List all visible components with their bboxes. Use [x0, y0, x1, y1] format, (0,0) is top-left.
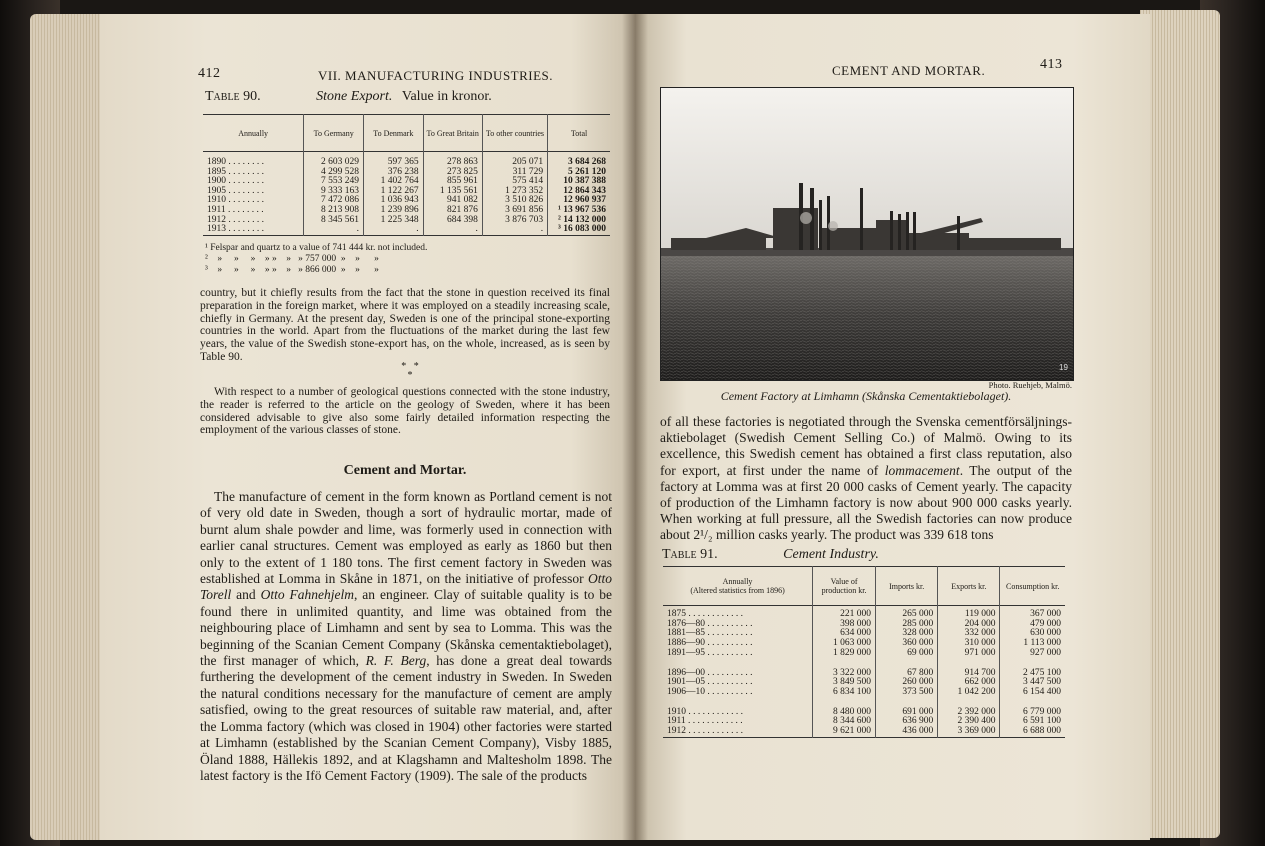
- table-cell: 1 829 000: [813, 649, 876, 659]
- table-cell: 273 825: [423, 168, 482, 178]
- table-cell: ² 14 132 000: [548, 216, 610, 226]
- table-cell: 12 864 343: [548, 187, 610, 197]
- footnote: ¹ Felspar and quartz to a value of 741 444 kr. not included.: [205, 243, 428, 253]
- table-91-col-header: Value of production kr.: [813, 567, 876, 606]
- footnote: ² » » » » » » » 757 000 » » »: [205, 254, 379, 264]
- table-cell: 691 000: [876, 708, 938, 718]
- product-term: lommacement: [884, 462, 960, 478]
- table-cell: 311 729: [482, 168, 547, 178]
- table-cell: 9 621 000: [813, 727, 876, 737]
- table-cell: 3 691 856: [482, 206, 547, 216]
- row-label: 1911 . . . . . . . . . . . .: [667, 716, 743, 727]
- table-90-col-header: Total: [548, 115, 610, 152]
- table-cell: 1 042 200: [938, 688, 1000, 698]
- table-90-label: Table 90.: [205, 89, 261, 104]
- row-label: 1913 . . . . . . . .: [207, 224, 264, 235]
- table-cell: 636 900: [876, 717, 938, 727]
- table-91-title: Cement Industry.: [783, 547, 879, 562]
- table-cell: 265 000: [876, 606, 938, 620]
- table-cell: 328 000: [876, 629, 938, 639]
- table-cell: 2 390 400: [938, 717, 1000, 727]
- table-cell: 2 603 029: [304, 152, 364, 168]
- caption-text: Cement Factory at Limhamn: [720, 389, 860, 403]
- table-cell: 3 849 500: [813, 678, 876, 688]
- table-cell: 597 365: [363, 152, 423, 168]
- table-cell: 927 000: [1000, 649, 1065, 659]
- table-cell: 367 000: [1000, 606, 1065, 620]
- page-edges-left: [30, 14, 110, 840]
- table-row: [663, 688, 1065, 698]
- text-run: and: [231, 587, 261, 603]
- footnote: ³ » » » » » » » 866 000 » » »: [205, 265, 379, 275]
- table-cell: 6 834 100: [813, 688, 876, 698]
- section-asterisks: * * *: [401, 361, 419, 381]
- table-cell: 260 000: [876, 678, 938, 688]
- table-cell: 1 239 896: [363, 206, 423, 216]
- table-90-title: Stone Export.: [316, 89, 393, 104]
- table-cell: .: [423, 225, 482, 235]
- table-cell: 6 154 400: [1000, 688, 1065, 698]
- table-cell: 8 345 561: [304, 216, 364, 226]
- table-90-col-header: Annually: [238, 128, 269, 138]
- table-cell: 373 500: [876, 688, 938, 698]
- row-label: 1905 . . . . . . . .: [207, 185, 264, 196]
- table-cell: 914 700: [938, 669, 1000, 679]
- table-cell: 5 261 120: [548, 168, 610, 178]
- table-cell: 941 082: [423, 196, 482, 206]
- table-cell: 7 553 249: [304, 177, 364, 187]
- row-label: 1901—05 . . . . . . . . . .: [667, 677, 753, 688]
- row-label: 1912 . . . . . . . . . . . .: [667, 726, 743, 737]
- table-row: [203, 152, 610, 168]
- table-91: [663, 566, 1065, 738]
- table-cell: 7 472 086: [304, 196, 364, 206]
- table-cell: 67 800: [876, 669, 938, 679]
- table-90: [203, 114, 610, 236]
- table-cell: 1 063 000: [813, 639, 876, 649]
- table-cell: 1 036 943: [363, 196, 423, 206]
- text-run: . The output of the factory at Lomma was at first 20 000 casks of Cement yearly. The capacity of production of the Limhamn factory is now about 900 000 casks yearly. When working at full pressure, all the Swedish factories can now produce about 2¹/₂ million casks yearly. The product was 339 618 tons: [660, 462, 1072, 543]
- text-run: of all these factories is negotiated through the Svenska cementförsäljnings-aktiebolaget (Swedish Cement Selling Co.) of Malmö. Owing to its excellence, this Swedish cement has obtained a first class reputation, also for export, at first under the name of: [660, 414, 1072, 478]
- table-90-col-header: To Germany: [304, 115, 364, 152]
- table-cell: 634 000: [813, 629, 876, 639]
- table-cell: 204 000: [938, 620, 1000, 630]
- table-cell: .: [304, 225, 364, 235]
- table-90-subtitle: Value in kronor.: [401, 89, 492, 104]
- table-cell: 8 480 000: [813, 708, 876, 718]
- table-cell: 4 299 528: [304, 168, 364, 178]
- table-cell: .: [363, 225, 423, 235]
- table-cell: 855 961: [423, 177, 482, 187]
- table-cell: 6 688 000: [1000, 727, 1065, 737]
- row-label: 1910 . . . . . . . . . . . .: [667, 706, 743, 717]
- person-name: Otto Torell: [200, 571, 612, 603]
- table-cell: 3 447 500: [1000, 678, 1065, 688]
- person-name: R. F. Berg: [365, 653, 427, 669]
- text-run: , an engineer. Clay of suitable quality is to be found there in unlimited quantity, and lime was obtained from the neighbouring place of Limhamn and sent by sea to Lomma. This was the beginning of the Scanian Cement Company (Skånska cementaktiebolaget), the first manager of which,: [200, 587, 612, 669]
- table-cell: 1 225 348: [363, 216, 423, 226]
- table-cell: ¹ 13 967 536: [548, 206, 610, 216]
- table-cell: 119 000: [938, 606, 1000, 620]
- row-label: 1910 . . . . . . . .: [207, 195, 264, 206]
- table-90-col-header: To Denmark: [363, 115, 423, 152]
- running-head-right: CEMENT AND MORTAR.: [832, 63, 986, 78]
- table-cell: 12 960 937: [548, 196, 610, 206]
- photo-credit: Photo. Ruehjeb, Malmö.: [988, 380, 1072, 390]
- table-row: [663, 606, 1065, 620]
- table-cell: 3 684 268: [548, 152, 610, 168]
- table-cell: 2 475 100: [1000, 669, 1065, 679]
- paragraph-cement-history: [200, 489, 612, 784]
- table-cell: 2 392 000: [938, 708, 1000, 718]
- row-label: 1876—80 . . . . . . . . . .: [667, 618, 753, 629]
- person-name: Otto Fahnehjelm: [260, 587, 355, 603]
- row-label: 1900 . . . . . . . .: [207, 176, 264, 187]
- row-label: 1890 . . . . . . . .: [207, 157, 264, 167]
- table-cell: 3 369 000: [938, 727, 1000, 737]
- table-cell: 1 122 267: [363, 187, 423, 197]
- factory-photo-image: [661, 88, 1073, 380]
- table-cell: 436 000: [876, 727, 938, 737]
- table-cell: 285 000: [876, 620, 938, 630]
- table-91-body: [663, 606, 1065, 738]
- section-heading: Cement and Mortar.: [343, 463, 467, 478]
- table-cell: 221 000: [813, 606, 876, 620]
- photo-corner-mark: 19: [1059, 363, 1068, 372]
- row-label: 1891—95 . . . . . . . . . .: [667, 647, 753, 658]
- row-label: 1895 . . . . . . . .: [207, 166, 264, 177]
- row-label: 1912 . . . . . . . .: [207, 214, 264, 225]
- page-edges-right: [1140, 10, 1220, 838]
- row-label: 1886—90 . . . . . . . . . .: [667, 638, 753, 649]
- table-cell: 6 779 000: [1000, 708, 1065, 718]
- table-cell: 69 000: [876, 649, 938, 659]
- table-cell: 3 322 000: [813, 669, 876, 679]
- table-row: [663, 727, 1065, 737]
- table-91-col-header: Annually (Altered statistics from 1896): [690, 577, 785, 595]
- table-cell: 662 000: [938, 678, 1000, 688]
- table-90-footnotes: [205, 243, 605, 276]
- row-label: 1881—85 . . . . . . . . . .: [667, 628, 753, 639]
- table-90-col-header: To Great Britain: [423, 115, 482, 152]
- table-90-col-header: To other countries: [482, 115, 547, 152]
- table-cell: 310 000: [938, 639, 1000, 649]
- page-number-right: 413: [1040, 57, 1063, 72]
- factory-photograph: [660, 87, 1074, 381]
- paragraph-cement-sales: [660, 414, 1072, 544]
- row-label: 1875 . . . . . . . . . . . .: [667, 609, 743, 619]
- row-label: 1911 . . . . . . . .: [207, 204, 264, 215]
- table-91-caption: [662, 547, 879, 563]
- table-row: [663, 649, 1065, 659]
- table-cell: 278 863: [423, 152, 482, 168]
- table-cell: 10 387 388: [548, 177, 610, 187]
- table-cell: .: [482, 225, 547, 235]
- table-90-caption: [205, 89, 492, 105]
- table-cell: 332 000: [938, 629, 1000, 639]
- table-91-col-header: Consumption kr.: [1000, 567, 1065, 606]
- table-cell: 821 876: [423, 206, 482, 216]
- table-91-col-header: Exports kr.: [938, 567, 1000, 606]
- table-cell: 479 000: [1000, 620, 1065, 630]
- table-cell: 205 071: [482, 152, 547, 168]
- table-cell: 8 344 600: [813, 717, 876, 727]
- text-run: The manufacture of cement in the form known as Portland cement is not of very old date in Sweden, though a sort of hydraulic mortar, made of burnt alum shale powder and lime, was formerly used in connection with earlier canal structures. Cement was employed as early as 1860 but then only to the extent of 1 180 tons. The first cement factory in Sweden was established at Lomma in Skåne in 1871, on the initiative of professor: [200, 489, 612, 587]
- table-row: [203, 225, 610, 235]
- table-90-body: [203, 152, 610, 236]
- table-cell: 3 510 826: [482, 196, 547, 206]
- paragraph-stone-export: country, but it chiefly results from the fact that the stone in question received its final preparation in the foreign market, where it was employed on a steadily increasing scale, chiefly in Germany. At the present day, Sweden is one of the principal stone-exporting countries in the world. Apart from the fluctuations of the market during the last few years, the value of the Swedish stone-export has, on the whole, increased, as is seen by Table 90.: [200, 287, 610, 363]
- running-head-left: VII. MANUFACTURING INDUSTRIES.: [318, 68, 554, 83]
- table-cell: 376 238: [363, 168, 423, 178]
- table-cell: 6 591 100: [1000, 717, 1065, 727]
- table-cell: 360 000: [876, 639, 938, 649]
- table-cell: 3 876 703: [482, 216, 547, 226]
- table-cell: 398 000: [813, 620, 876, 630]
- table-cell: 9 333 163: [304, 187, 364, 197]
- table-cell: 1 402 764: [363, 177, 423, 187]
- page-number-left: 412: [198, 66, 221, 81]
- caption-text: (Skånska Cementaktiebolaget).: [862, 389, 1012, 403]
- photo-caption: [660, 389, 1072, 404]
- table-cell: 971 000: [938, 649, 1000, 659]
- table-cell: 684 398: [423, 216, 482, 226]
- table-90-header-row: [203, 115, 610, 152]
- table-cell: ³ 16 083 000: [548, 225, 610, 235]
- table-91-col-header: Imports kr.: [876, 567, 938, 606]
- paragraph-geology: With respect to a number of geological questions connected with the stone industry, the reader is referred to the article on the geology of Sweden, where it has been considered advisable to give also some fairly detailed information respecting the employment of the various classes of stone.: [200, 386, 610, 437]
- table-cell: 1 273 352: [482, 187, 547, 197]
- book-gutter: [622, 14, 648, 840]
- table-cell: 575 414: [482, 177, 547, 187]
- table-row: [203, 216, 610, 226]
- row-label: 1906—10 . . . . . . . . . .: [667, 686, 753, 697]
- text-run: , has done a great deal towards furthering the development of the cement industry in Sweden. In Sweden the natural conditions necessary for the manufacture of cement are amply satisfied, owing to the great resources of suitable raw material, and, after the Lomma factory (which was closed in 1904) other factories were started at Limhamn (established by the Scanian Cement Company), Visby 1885, Öland 1888, Hällekis 1892, and at Klagshamn and Maltesholm 1898. The latest factory is the Ifö Cement Factory (1909). The sale of the products: [200, 653, 613, 783]
- table-91-header-row: [663, 567, 1065, 606]
- table-cell: 8 213 908: [304, 206, 364, 216]
- table-91-label: Table 91.: [662, 547, 718, 562]
- table-cell: 630 000: [1000, 629, 1065, 639]
- row-label: 1896—00 . . . . . . . . . .: [667, 667, 753, 678]
- table-cell: 1 113 000: [1000, 639, 1065, 649]
- table-cell: 1 135 561: [423, 187, 482, 197]
